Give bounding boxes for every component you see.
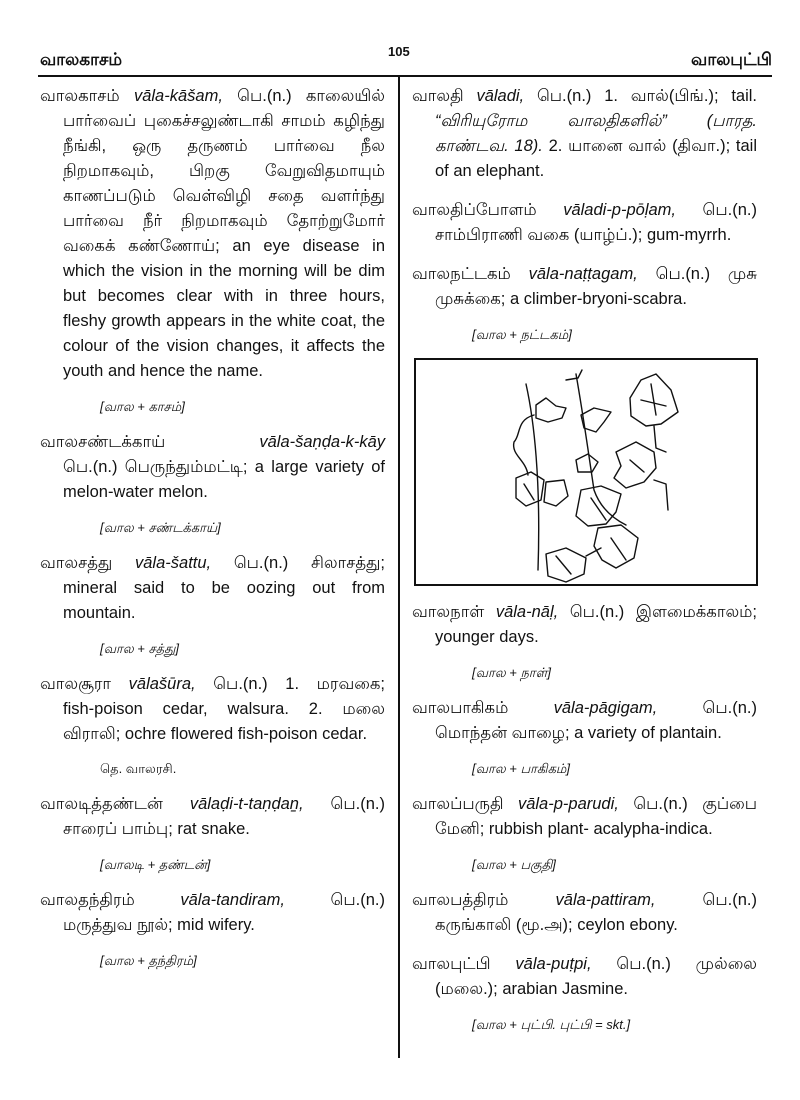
quotation: “விரியுரோம வாலதிகளில்” <box>435 112 667 130</box>
etymology: [வால + பாகிகம்] <box>472 761 570 776</box>
definition-start: முசு <box>727 265 757 283</box>
dictionary-entry <box>40 551 385 626</box>
transliteration: vāla-nāḷ, <box>495 603 559 621</box>
definition-start: 1. வால்(பிங்.); tail. <box>604 87 757 105</box>
definition: mineral said to be oozing out from mountain. <box>63 579 385 622</box>
definition: younger days. <box>435 628 539 646</box>
etymology: [வால + சண்டக்காய்] <box>100 520 221 535</box>
transliteration: vāla-tandiram, <box>180 891 285 909</box>
part-of-speech: பெ.(n.) <box>237 87 292 105</box>
etymology: [வால + பகுதி] <box>472 857 556 872</box>
headword: வாலநாள் <box>412 603 485 621</box>
dictionary-entry <box>412 600 757 650</box>
transliteration: vāla-pattiram, <box>555 891 656 909</box>
headword: வாலதந்திரம் <box>40 891 135 909</box>
part-of-speech: பெ.(n.) <box>702 891 757 909</box>
part-of-speech: பெ.(n.) <box>233 554 289 572</box>
plant-illustration-icon <box>416 360 756 584</box>
dictionary-entry <box>40 672 385 747</box>
transliteration: vāla-šattu, <box>135 554 212 572</box>
dictionary-entry <box>412 792 757 842</box>
part-of-speech: பெ.(n.) <box>633 795 688 813</box>
cognate-note: தெ. வாலரசி. <box>100 761 177 776</box>
dictionary-entry <box>40 792 385 842</box>
headword: வாலசண்டக்காய் <box>40 433 166 451</box>
dictionary-entry <box>40 888 385 938</box>
definition-start: குப்பை <box>702 795 757 813</box>
dictionary-entry <box>412 84 757 184</box>
page-number: 105 <box>388 44 410 59</box>
transliteration: vāla-pāgigam, <box>553 699 658 717</box>
dictionary-entry <box>412 696 757 746</box>
headword: வாலபுட்பி <box>412 955 491 973</box>
definition: சாரைப் பாம்பு; rat snake. <box>63 820 250 838</box>
etymology: [வாலடி + தண்டன்] <box>100 857 211 872</box>
headword: வாலடித்தண்டன் <box>40 795 163 813</box>
part-of-speech: பெ.(n.) <box>330 891 385 909</box>
etymology: [வால + தந்திரம்] <box>100 953 197 968</box>
definition-start: முல்லை <box>695 955 757 973</box>
definition: (மலை.); arabian Jasmine. <box>435 980 628 998</box>
part-of-speech: பெ.(n.) <box>655 265 711 283</box>
headword: வாலபாகிகம் <box>412 699 509 717</box>
part-of-speech: பெ.(n.) <box>569 603 625 621</box>
definition: சாம்பிராணி வகை (யாழ்ப்.); gum-myrrh. <box>435 226 732 244</box>
headword: வாலபத்திரம் <box>412 891 509 909</box>
transliteration: vāla-kāšam, <box>133 87 223 105</box>
guide-word-right: வாலபுட்பி <box>691 50 772 69</box>
etymology: [வால + புட்பி. புட்பி = skt.] <box>472 1017 631 1032</box>
headword: வாலப்பருதி <box>412 795 504 813</box>
headword: வாலசூரா <box>40 675 112 693</box>
etymology: [வால + நட்டகம்] <box>472 327 572 342</box>
transliteration: vāla-šaṇḍa-k-kāy <box>259 433 385 451</box>
dictionary-entry <box>412 888 757 938</box>
dictionary-entry <box>412 952 757 1002</box>
transliteration: vāla-p-parudi, <box>517 795 619 813</box>
left-column <box>40 84 385 984</box>
definition: முசுக்கை; a climber-bryoni-scabra. <box>435 290 687 308</box>
headword: வாலநட்டகம் <box>412 265 511 283</box>
definition: மருத்துவ நூல்; mid wifery. <box>63 916 255 934</box>
definition: fish-poison cedar, walsura. 2. மலை விராலி; ochre flowered fish-poison cedar. <box>63 700 385 743</box>
headword: வாலதிப்போளம் <box>412 201 537 219</box>
transliteration: vālaḍi-t-taṇḍaṉ, <box>189 795 304 813</box>
definition: பெ.(n.) பெருந்தும்மட்டி; a large variety of melon-water melon. <box>63 458 385 501</box>
guide-word-left: வாலகாசம் <box>40 50 123 69</box>
definition-start: இளமைக்காலம்; <box>635 603 758 621</box>
column-divider <box>398 76 400 1058</box>
transliteration: vāladi-p-pōḷam, <box>563 201 677 219</box>
headword: வாலகாசம் <box>40 87 120 105</box>
right-column <box>412 84 757 1048</box>
definition-start: காலையில் <box>305 87 385 105</box>
dictionary-entry <box>40 430 385 505</box>
part-of-speech: பெ.(n.) <box>616 955 671 973</box>
part-of-speech: பெ.(n.) <box>330 795 385 813</box>
definition: கருங்காலி (மூ.அ); ceylon ebony. <box>435 916 678 934</box>
citation: (பாரத. காண்டவ. 18). <box>435 112 757 155</box>
header-rule <box>38 75 772 77</box>
etymology: [வால + சத்து] <box>100 641 180 656</box>
plant-illustration-figure <box>414 358 758 586</box>
headword: வாலசத்து <box>40 554 113 572</box>
definition: 2. யானை வால் (திவா.); tail of an elephant. <box>435 137 757 180</box>
definition: மொந்தன் வாழை; a variety of plantain. <box>435 724 722 742</box>
transliteration: vālašūra, <box>128 675 196 693</box>
part-of-speech: பெ.(n.) <box>702 699 757 717</box>
definition: பார்வைப் புகைச்சலுண்டாகி சாமம் கழிந்து நீங்கி, ஒரு தருணம் பார்வை நீல நிறமாகவும், பிறகு வேறுவிதமாயும் காணப்படும் வெள்விழி சதை வளர்ந்து பார்வை நீர் நிறமாகவும் தோற்றுமோர் வகைக் கண்ணோய்; an eye disease in which the vision in the morning will be dim but becomes clear with in three hours, fleshy growth appears in the white coat, the colour of the vision changes, it affects the youth and hence the name. <box>63 112 385 380</box>
transliteration: vāla-naṭṭagam, <box>528 265 638 283</box>
transliteration: vāladi, <box>476 87 525 105</box>
part-of-speech: பெ.(n.) <box>213 675 268 693</box>
definition: மேனி; rubbish plant- acalypha-indica. <box>435 820 713 838</box>
etymology: [வால + நாள்] <box>472 665 551 680</box>
dictionary-entry <box>412 198 757 248</box>
page-header <box>40 44 772 70</box>
definition-start: சிலாசத்து; <box>310 554 385 572</box>
dictionary-entry <box>40 84 385 384</box>
definition-start: 1. மரவகை; <box>285 675 385 693</box>
part-of-speech: பெ.(n.) <box>536 87 592 105</box>
dictionary-entry <box>412 262 757 312</box>
headword: வாலதி <box>412 87 464 105</box>
etymology: [வால + காசம்] <box>100 399 185 414</box>
transliteration: vāla-puṭpi, <box>515 955 592 973</box>
part-of-speech: பெ.(n.) <box>702 201 757 219</box>
